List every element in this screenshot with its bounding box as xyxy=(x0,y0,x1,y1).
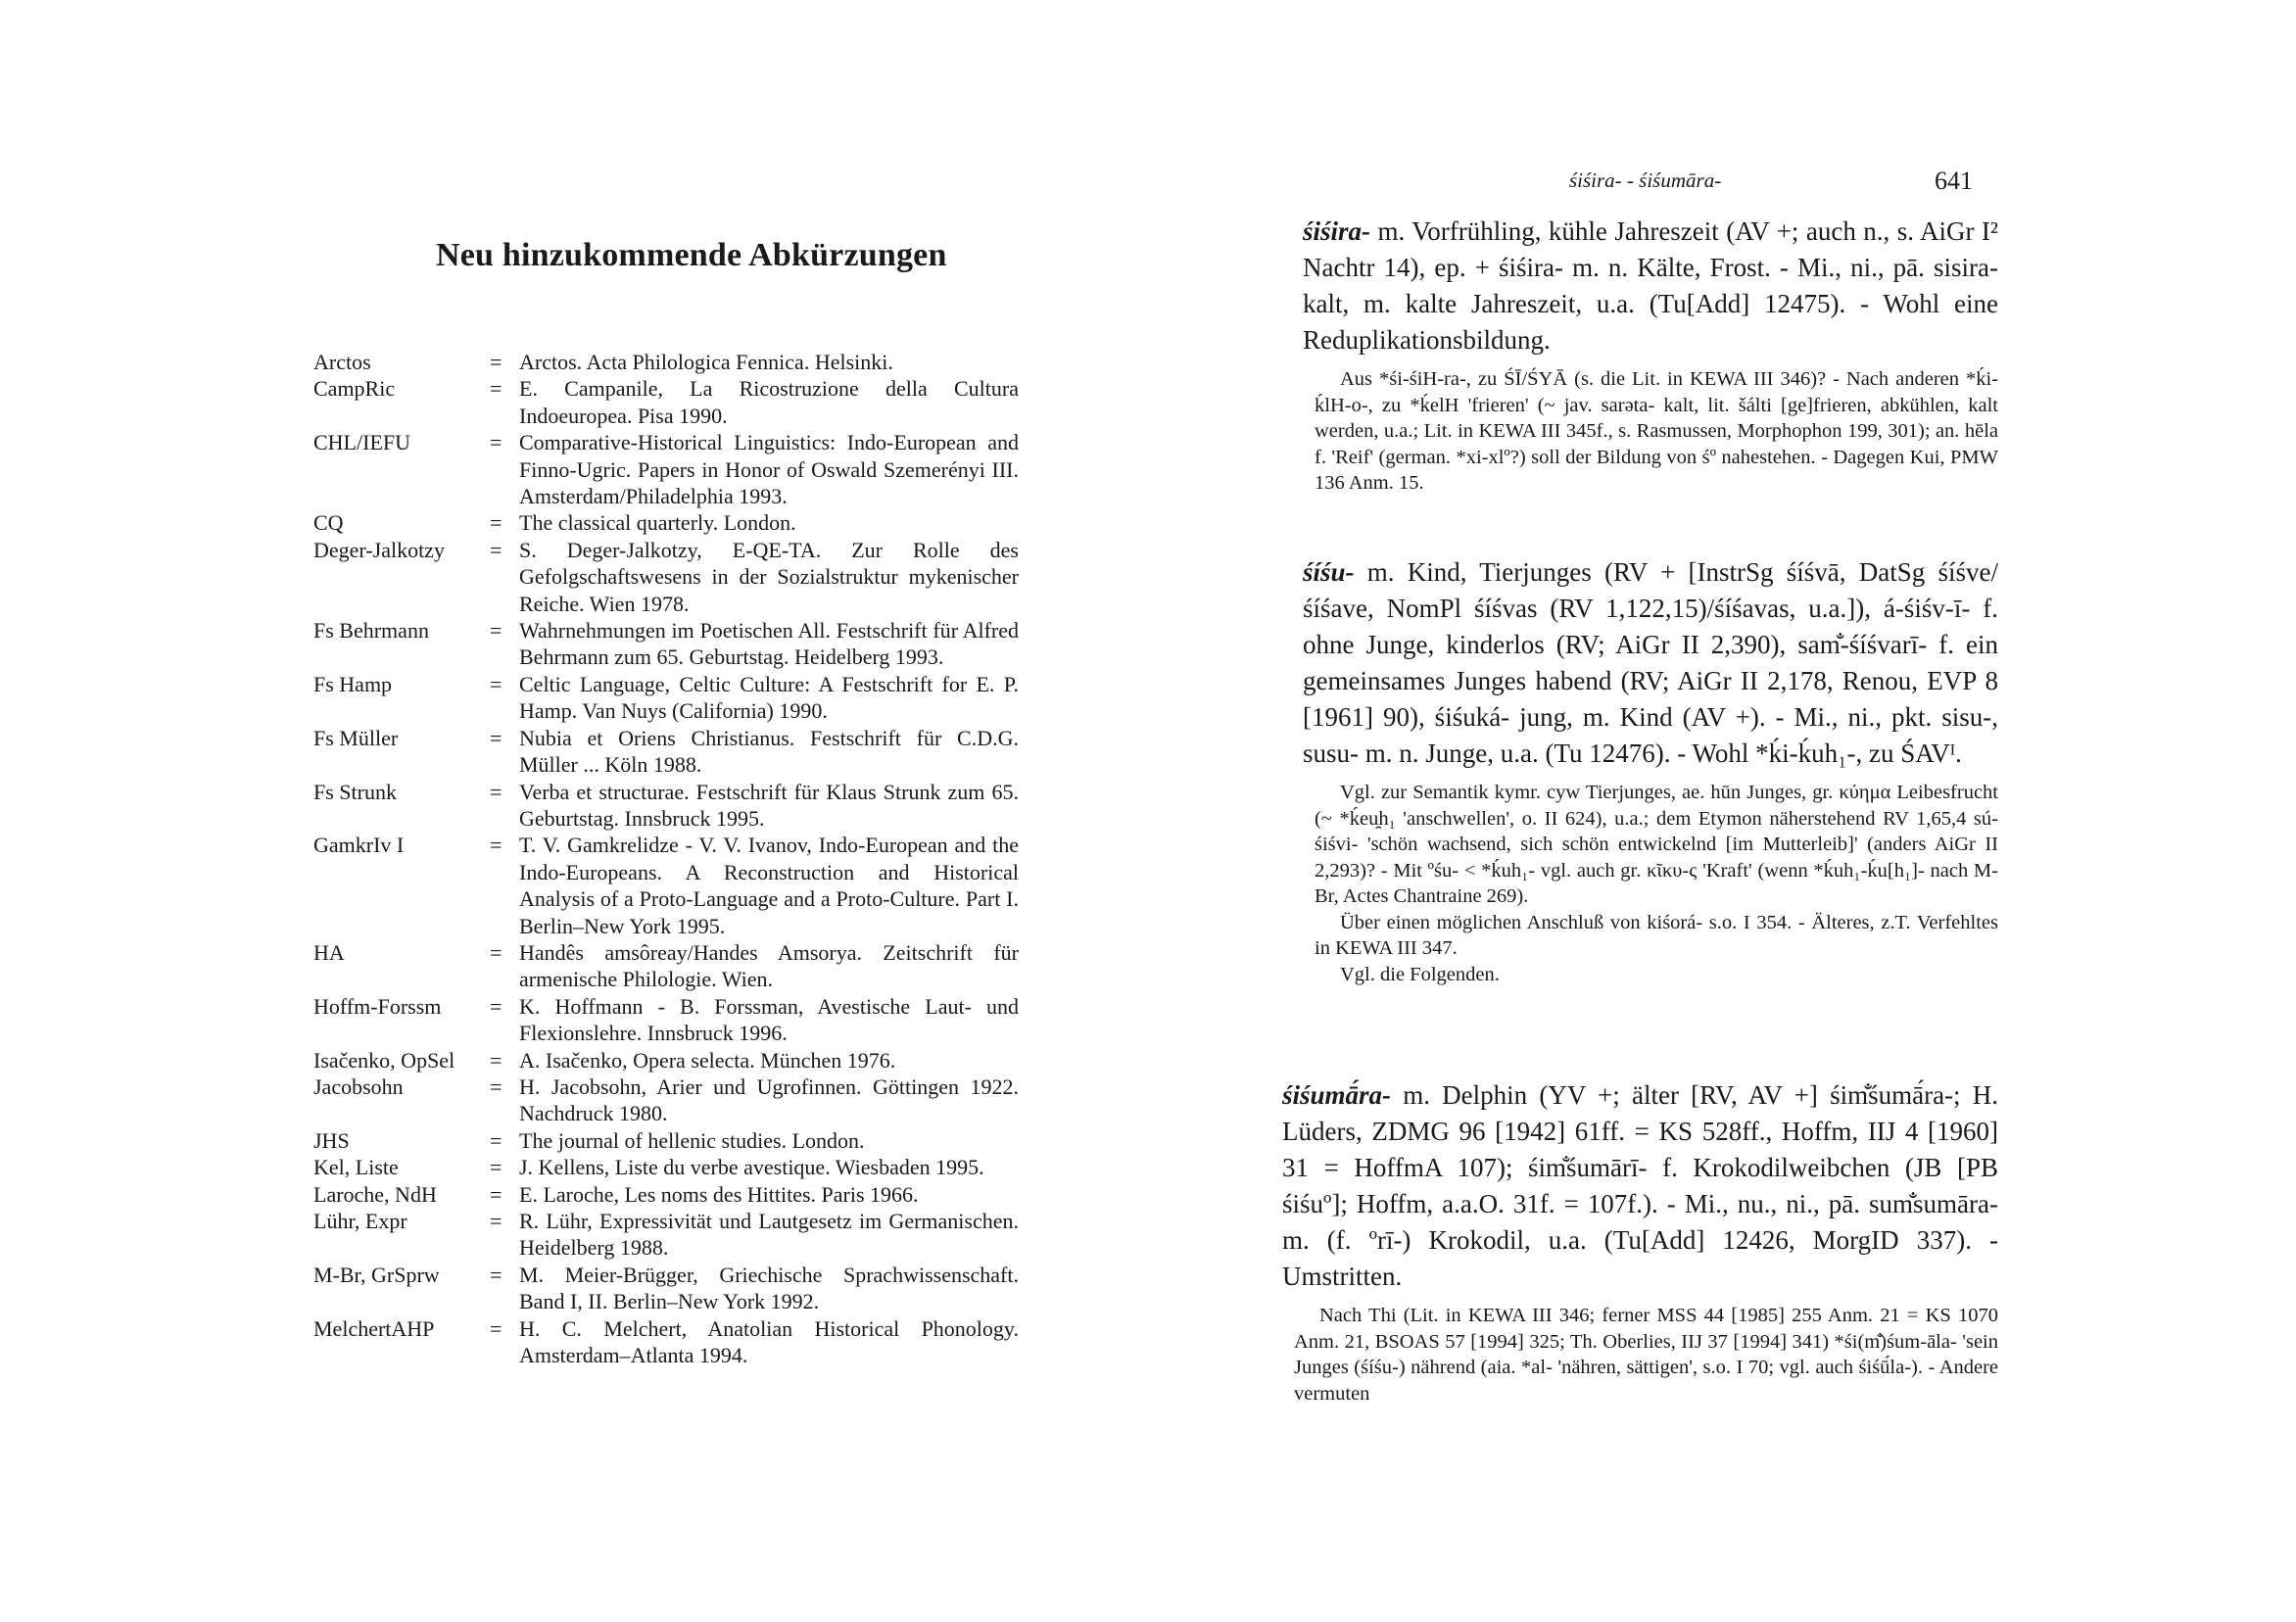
note-paragraph: Nach Thi (Lit. in KEWA III 346; ferner MSS 44 [1985] 255 Anm. 21 = KS 1070 Anm. 21, BSOAS 57 [1994] 325; Th. Oberlies, IIJ 37 [1994] 341) *śi(m̐)śum-āla- 'sein Junges (śíśu-) nährend (aia. *al- 'nähren, sättigen', s.o. I 70; vgl. auch śiśū́la-). - Andere vermuten xyxy=(1294,1305,1998,1405)
abbreviation-key: HA xyxy=(313,939,345,965)
equals-sign: = xyxy=(490,1315,502,1341)
abbreviation-value: E. Laroche, Les noms des Hittites. Paris 1966. xyxy=(519,1181,919,1207)
equals-sign: = xyxy=(490,510,502,536)
abbreviation-value: R. Lühr, Expressivität und Lautgesetz im Germanischen. Heidelberg 1988. xyxy=(519,1209,1019,1261)
entry-headword: śiśira- xyxy=(1303,216,1371,246)
entry-body: m. Delphin (YV +; älter [RV, AV +] śim̐śumā́ra-; H. Lüders, ZDMG 96 [1942] 61ff. = KS 528ff., Hoffm, IIJ 4 [1960] 31 = HoffmA 107); śim̐śumārī- f. Krokodilweibchen (JB [PB śiśuº]; Hoffm, a.a.O. 31f. = 107f.). - Mi., nu., ni., pā. sum̐sumāra- m. (f. ºrī-) Krokodil, u.a. (Tu[Add] 12426, MorgID 337). - Umstritten. xyxy=(1282,1080,1998,1291)
dictionary-entry-sisumara xyxy=(1282,1077,1998,1407)
equals-sign: = xyxy=(490,350,502,374)
abbreviation-key: Hoffm-Forssm xyxy=(313,993,442,1019)
abbreviation-row xyxy=(313,1208,1019,1262)
abbreviation-value: T. V. Gamkrelidze - V. V. Ivanov, Indo-European and the Indo-Europeans. A Reconstruction and Historical Analysis of a Proto-Language and a Proto-Culture. Part I. Berlin–New York 1995. xyxy=(519,833,1019,938)
abbreviations-list xyxy=(313,349,1019,1368)
abbreviation-row xyxy=(313,1262,1019,1315)
entry-main-text xyxy=(1303,214,1998,358)
abbreviation-key: MelchertAHP xyxy=(313,1315,435,1341)
abbreviation-row xyxy=(313,1181,1019,1208)
abbreviation-row xyxy=(313,1315,1019,1369)
abbreviation-row xyxy=(313,725,1019,779)
abbreviation-value: M. Meier-Brügger, Griechische Sprachwissenschaft. Band I, II. Berlin–New York 1992. xyxy=(519,1262,1019,1314)
abbreviation-value: K. Hoffmann - B. Forssman, Avestische Laut- und Flexionslehre. Innsbruck 1996. xyxy=(519,993,1019,1046)
equals-sign: = xyxy=(490,376,502,402)
abbreviation-row xyxy=(313,939,1019,993)
abbreviation-row xyxy=(313,617,1019,671)
abbreviation-key: CHL/IEFU xyxy=(313,430,410,455)
entry-main-text xyxy=(1282,1077,1998,1295)
entry-headword: śíśu- xyxy=(1303,557,1355,587)
abbreviation-row xyxy=(313,537,1019,617)
abbreviation-value: Nubia et Oriens Christianus. Festschrift für C.D.G. Müller ... Köln 1988. xyxy=(519,725,1019,778)
equals-sign: = xyxy=(490,779,502,804)
page-number: 641 xyxy=(1935,167,1973,195)
abbreviation-value: The classical quarterly. London. xyxy=(519,510,796,536)
equals-sign: = xyxy=(490,939,502,965)
abbreviation-value: Comparative-Historical Linguistics: Indo-European and Finno-Ugric. Papers in Honor of Oswald Szemerényi III. Amsterdam/Philadelphia 1993. xyxy=(519,430,1019,509)
equals-sign: = xyxy=(490,1181,502,1207)
running-head: śiśira- - śiśumāra- xyxy=(1569,168,1722,192)
abbreviation-value: H. Jacobsohn, Arier und Ugrofinnen. Göttingen 1922. Nachdruck 1980. xyxy=(519,1073,1019,1126)
note-paragraph: Vgl. zur Semantik kymr. cyw Tierjunges, ae. hūn Junges, gr. κύημα Leibesfrucht (~ *ḱeu̯h₁ 'anschwellen', o. II 624), u.a.; dem Etymon näherstehend RV 1,65,4 sú-śiśvi- 'schön wachsend, sich schön entwickelnd [im Mutterleib]' (anders AiGr II 2,293)? - Mit ºśu- < *ḱuh₁- vgl. auch gr. κῖκυ-ς 'Kraft' (wenn *ḱuh₁-ḱu[h₁]- nach M-Br, Actes Chantraine 269). xyxy=(1315,782,1998,907)
dictionary-entry-sisu xyxy=(1303,554,1998,987)
abbreviation-row xyxy=(313,832,1019,939)
abbreviation-value: Celtic Language, Celtic Culture: A Festschrift for E. P. Hamp. Van Nuys (California) 1990. xyxy=(519,671,1019,724)
abbreviation-key: M-Br, GrSprw xyxy=(313,1262,440,1287)
equals-sign: = xyxy=(490,1262,502,1287)
abbreviation-row xyxy=(313,779,1019,833)
abbreviation-value: E. Campanile, La Ricostruzione della Cultura Indoeuropea. Pisa 1990. xyxy=(519,376,1019,428)
abbreviation-key: GamkrIv I xyxy=(313,833,405,858)
abbreviation-key: CampRic xyxy=(313,376,396,402)
abbreviation-key: Arctos xyxy=(313,350,371,374)
note-paragraph: Vgl. die Folgenden. xyxy=(1340,963,1500,985)
dictionary-entry-sisira xyxy=(1303,214,1998,497)
entry-note xyxy=(1315,780,1998,987)
equals-sign: = xyxy=(490,671,502,696)
equals-sign: = xyxy=(490,1047,502,1073)
abbreviation-key: Jacobsohn xyxy=(313,1073,404,1099)
equals-sign: = xyxy=(490,430,502,455)
equals-sign: = xyxy=(490,833,502,858)
abbreviation-row xyxy=(313,671,1019,725)
entry-note xyxy=(1294,1303,1998,1407)
abbreviation-row xyxy=(313,1073,1019,1127)
entry-body: m. Kind, Tierjunges (RV + [InstrSg śíśvā, DatSg śíśve/ śíśave, NomPl śíśvas (RV 1,122,15)/śíśavas, u.a.]), á-śiśv-ī- f. ohne Junge, kinderlos (RV; AiGr II 2,390), sam̐-śíśvarī- f. ein gemeinsames Junges habend (RV; AiGr II 2,178, Renou, EVP 8 [1961] 90), śiśuká- jung, m. Kind (AV +). - Mi., ni., pkt. sisu-, susu- m. n. Junge, u.a. (Tu 12476). - Wohl *ḱi-ḱuh₁-, zu ŚAVᴵ. xyxy=(1303,557,1998,768)
abbreviation-row xyxy=(313,349,1019,375)
abbreviation-value: Verba et structurae. Festschrift für Klaus Strunk zum 65. Geburtstag. Innsbruck 1995. xyxy=(519,779,1019,831)
note-paragraph: Über einen möglichen Anschluß von kiśorá- s.o. I 354. - Älteres, z.T. Verfehltes in KEWA III 347. xyxy=(1315,911,1998,959)
abbreviation-key: Fs Müller xyxy=(313,725,399,750)
abbreviation-row xyxy=(313,1127,1019,1154)
entry-main-text xyxy=(1303,554,1998,772)
abbreviation-value: Arctos. Acta Philologica Fennica. Helsinki. xyxy=(519,350,893,374)
abbreviation-row xyxy=(313,375,1019,429)
abbreviation-key: Deger-Jalkotzy xyxy=(313,537,445,562)
abbreviation-row xyxy=(313,509,1019,536)
abbreviation-key: Fs Behrmann xyxy=(313,618,429,644)
abbreviation-value: A. Isačenko, Opera selecta. München 1976. xyxy=(519,1047,896,1073)
equals-sign: = xyxy=(490,1209,502,1233)
abbreviation-value: Handês amsôreay/Handes Amsorya. Zeitschrift für armenische Philologie. Wien. xyxy=(519,939,1019,992)
abbreviation-value: S. Deger-Jalkotzy, E-QE-TA. Zur Rolle des Gefolgschaftswesens in der Sozialstruktur mykenischer Reiche. Wien 1978. xyxy=(519,537,1019,616)
abbreviation-key: Fs Strunk xyxy=(313,779,397,804)
equals-sign: = xyxy=(490,725,502,750)
entry-note xyxy=(1315,366,1998,497)
abbreviation-value: H. C. Melchert, Anatolian Historical Phonology. Amsterdam–Atlanta 1994. xyxy=(519,1315,1019,1368)
abbreviation-key: Lühr, Expr xyxy=(313,1209,407,1233)
abbreviation-value: The journal of hellenic studies. London. xyxy=(519,1127,865,1153)
abbreviation-key: Laroche, NdH xyxy=(313,1181,437,1207)
equals-sign: = xyxy=(490,618,502,644)
abbreviation-key: CQ xyxy=(313,510,344,536)
abbreviation-row xyxy=(313,429,1019,509)
abbreviation-row xyxy=(313,1047,1019,1073)
entry-headword: śiśumā́ra- xyxy=(1282,1080,1392,1110)
equals-sign: = xyxy=(490,1127,502,1153)
note-paragraph: Aus *śi-śiH-ra-, zu ŚĪ/ŚYĀ (s. die Lit. in KEWA III 346)? - Nach anderen *ḱi-ḱlH-o-, zu *ḱelH 'frieren' (~ jav. sarǝta- kalt, lit. šálti [ge]frieren, abkühlen, kalt werden, u.a.; Lit. in KEWA III 345f., s. Rasmussen, Morphophon 199, 301); an. hēla f. 'Reif' (german. *xi-xlº?) soll der Bildung von śº nahestehen. - Dagegen Kui, PMW 136 Anm. 15. xyxy=(1315,368,1998,494)
abbreviation-value: Wahrnehmungen im Poetischen All. Festschrift für Alfred Behrmann zum 65. Geburtstag. Heidelberg 1993. xyxy=(519,618,1019,670)
equals-sign: = xyxy=(490,1073,502,1099)
abbreviation-key: Isačenko, OpSel xyxy=(313,1047,455,1073)
abbreviation-row xyxy=(313,1154,1019,1180)
abbreviation-value: J. Kellens, Liste du verbe avestique. Wiesbaden 1995. xyxy=(519,1155,984,1180)
equals-sign: = xyxy=(490,537,502,562)
equals-sign: = xyxy=(490,1155,502,1180)
equals-sign: = xyxy=(490,993,502,1019)
abbreviation-key: JHS xyxy=(313,1127,350,1153)
abbreviations-title: Neu hinzukommende Abkürzungen xyxy=(436,237,947,273)
entry-body: m. Vorfrühling, kühle Jahreszeit (AV +; auch n., s. AiGr I² Nachtr 14), ep. + śiśira- m. n. Kälte, Frost. - Mi., ni., pā. sisira- kalt, m. kalte Jahreszeit, u.a. (Tu[Add] 12475). - Wohl eine Reduplikationsbildung. xyxy=(1303,216,1998,355)
abbreviation-key: Fs Hamp xyxy=(313,671,393,696)
abbreviation-row xyxy=(313,993,1019,1047)
right-page xyxy=(1148,0,2296,1622)
abbreviation-key: Kel, Liste xyxy=(313,1155,399,1180)
